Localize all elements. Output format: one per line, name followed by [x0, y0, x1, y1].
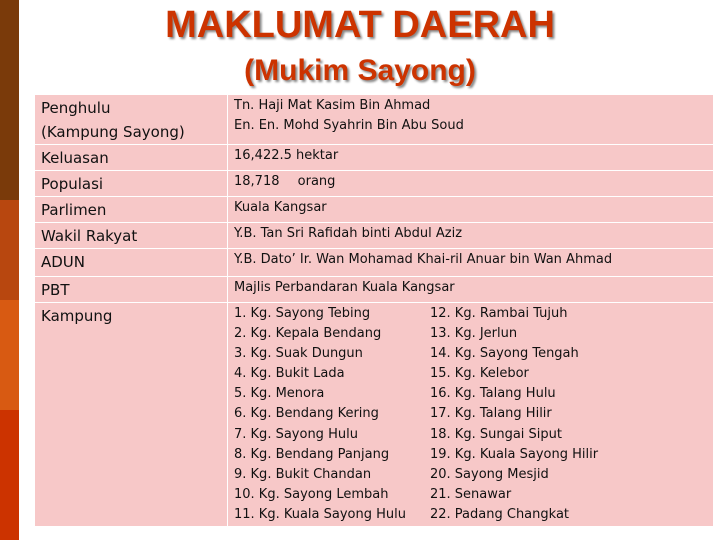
table-row-penghulu [35, 95, 714, 145]
value-penghulu-line1: Tn. Haji Mat Kasim Bin Ahmad [234, 98, 431, 113]
row-label-pbt: PBT [35, 277, 228, 303]
populasi-unit: orang [297, 174, 336, 189]
kampung-list-item: 20. Sayong Mesjid [430, 466, 549, 482]
kampung-list-item: 11. Kg. Kuala Sayong Hulu [234, 506, 406, 522]
info-table [34, 94, 714, 527]
kampung-list-item: 19. Kg. Kuala Sayong Hilir [430, 446, 599, 462]
row-label-kampung: Kampung [35, 303, 228, 527]
table-row-keluasan [35, 145, 714, 171]
kampung-list-item: 5. Kg. Menora [234, 386, 325, 402]
table-row-pbt [35, 277, 714, 303]
label-penghulu-line2: (Kampung Sayong) [41, 123, 185, 141]
row-label-wakil-rakyat: Wakil Rakyat [35, 223, 228, 249]
kampung-list-item: 3. Kg. Suak Dungun [234, 346, 363, 362]
row-value-pbt: Majlis Perbandaran Kuala Kangsar [228, 277, 714, 303]
row-value-keluasan: 16,422.5 hektar [228, 145, 714, 171]
sidebar-band-4 [0, 410, 19, 540]
kampung-list-item: 21. Senawar [430, 486, 512, 502]
row-value-populasi [228, 171, 714, 197]
kampung-list-item: 6. Kg. Bendang Kering [234, 406, 379, 422]
sidebar-band-2 [0, 200, 19, 300]
kampung-list-item: 7. Kg. Sayong Hulu [234, 426, 358, 442]
kampung-list-item: 1. Kg. Sayong Tebing [234, 306, 371, 321]
row-label-populasi: Populasi [35, 171, 228, 197]
page-title: MAKLUMAT DAERAH [165, 4, 555, 46]
table-row-wakil-rakyat [35, 223, 714, 249]
kampung-list-item: 22. Padang Changkat [430, 506, 570, 522]
kampung-list-item: 16. Kg. Talang Hulu [430, 386, 556, 402]
kampung-list-item: 4. Kg. Bukit Lada [234, 366, 345, 382]
kampung-list-item: 9. Kg. Bukit Chandan [234, 466, 372, 482]
kampung-list-item: 10. Kg. Sayong Lembah [234, 486, 389, 502]
row-value-kampung [228, 303, 714, 527]
kampung-list-column-2 [430, 304, 598, 525]
table-row-kampung [35, 303, 714, 527]
kampung-list-item: 13. Kg. Jerlun [430, 326, 518, 342]
kampung-list-item: 8. Kg. Bendang Panjang [234, 446, 390, 462]
value-penghulu-line2: En. En. Mohd Syahrin Bin Abu Soud [234, 118, 464, 133]
kampung-list-item: 12. Kg. Rambai Tujuh [430, 306, 568, 321]
kampung-list-item: 15. Kg. Kelebor [430, 366, 529, 382]
row-value-penghulu [228, 95, 714, 145]
populasi-number: 18,718 [234, 174, 280, 189]
table-row-parlimen [35, 197, 714, 223]
row-label-adun: ADUN [35, 249, 228, 277]
row-value-wakil-rakyat: Y.B. Tan Sri Rafidah binti Abdul Aziz [228, 223, 714, 249]
table-row-populasi [35, 171, 714, 197]
kampung-list-item: 17. Kg. Talang Hilir [430, 406, 552, 422]
kampung-list [234, 304, 707, 525]
kampung-list-item: 2. Kg. Kepala Bendang [234, 326, 382, 342]
kampung-list-column-1 [234, 304, 430, 525]
row-value-parlimen: Kuala Kangsar [228, 197, 714, 223]
kampung-list-item: 14. Kg. Sayong Tengah [430, 346, 579, 362]
kampung-list-item: 18. Kg. Sungai Siput [430, 426, 562, 442]
row-value-adun: Y.B. Dato’ Ir. Wan Mohamad Khai-ril Anuar bin Wan Ahmad [228, 249, 714, 277]
label-penghulu-line1: Penghulu [41, 99, 111, 117]
page-subtitle: (Mukim Sayong) [244, 54, 476, 87]
table-row-adun [35, 249, 714, 277]
sidebar-band-3 [0, 300, 19, 410]
row-label-keluasan: Keluasan [35, 145, 228, 171]
row-label-parlimen: Parlimen [35, 197, 228, 223]
row-label-penghulu [35, 95, 228, 145]
